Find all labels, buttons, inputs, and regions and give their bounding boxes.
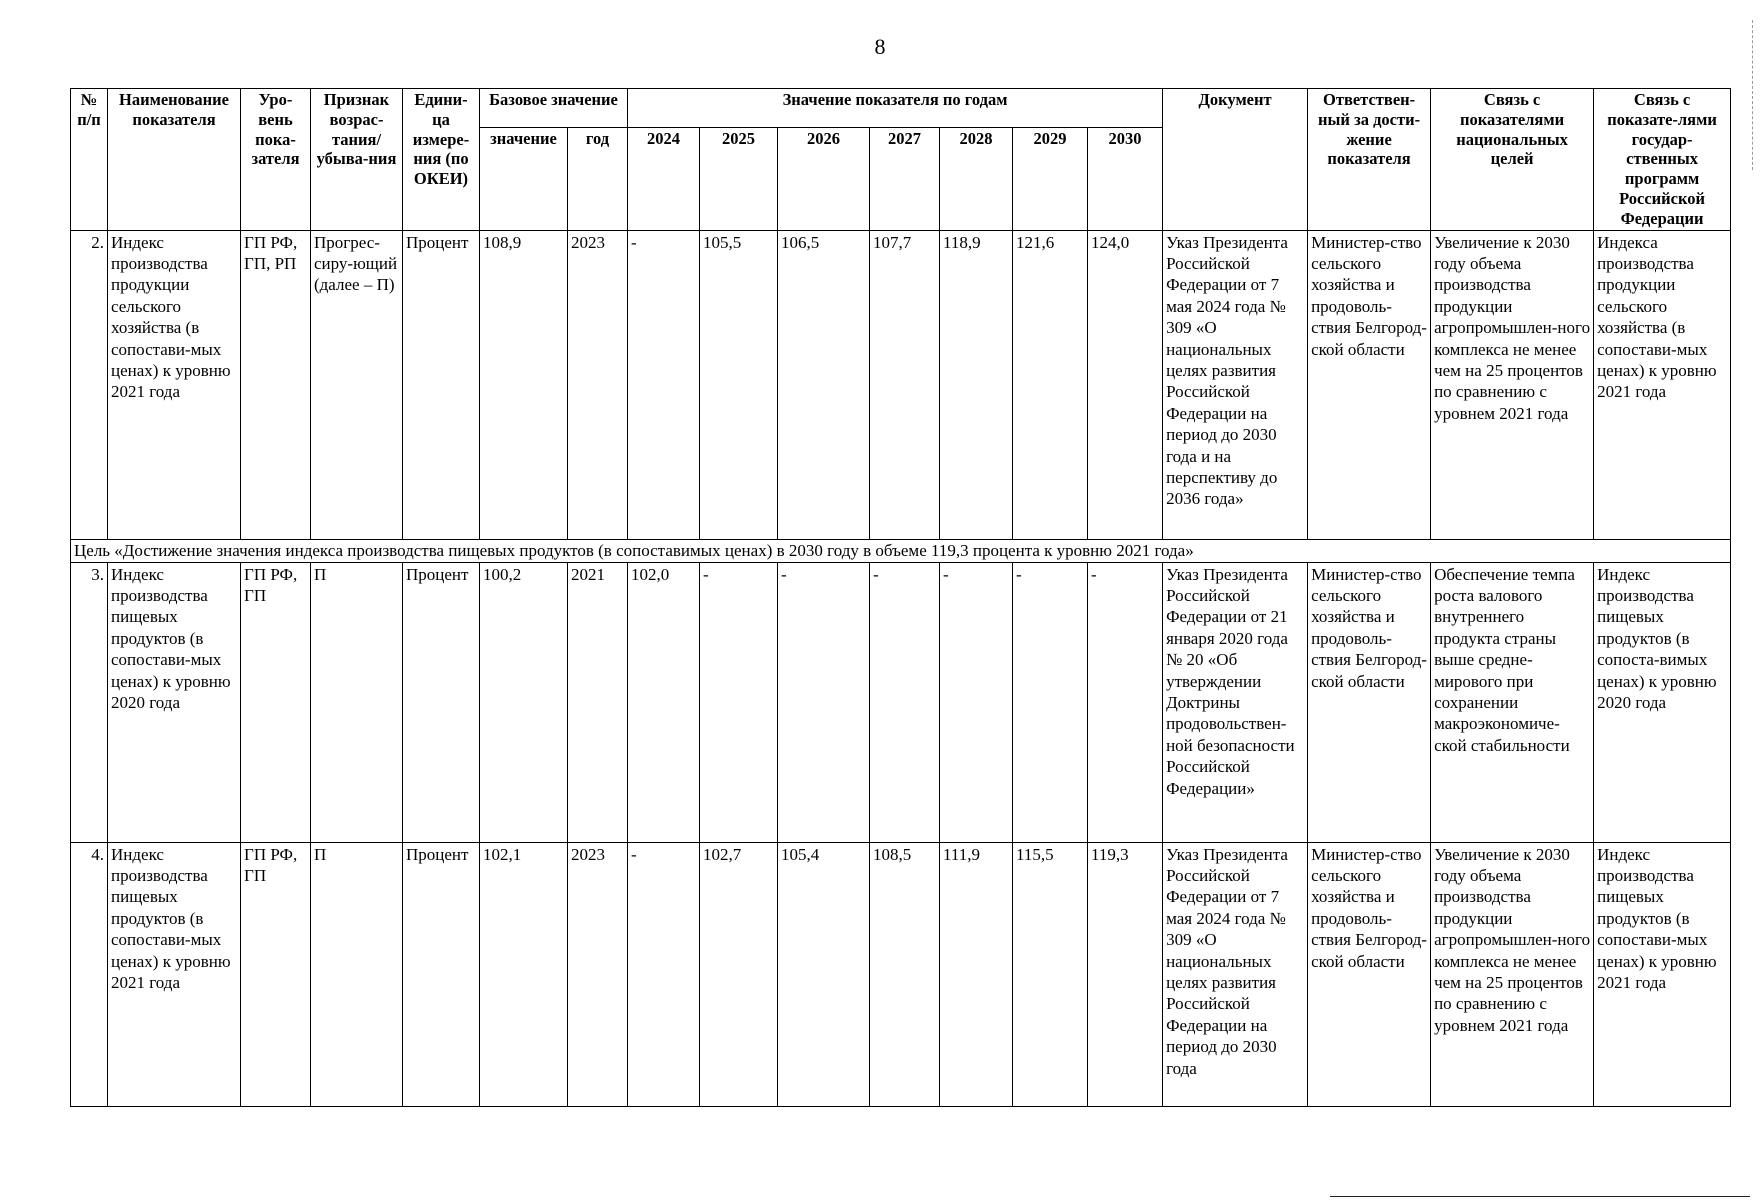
header-row-1 bbox=[71, 89, 1731, 128]
national-goal-link: Обеспечение темпа роста валового внутреннего продукта страны выше средне-мирового при сохранении макроэкономиче-ской стабильности bbox=[1431, 562, 1594, 842]
indicator-unit: Процент bbox=[403, 230, 480, 539]
header-name: Наименование показателя bbox=[108, 89, 241, 231]
header-year-2028: 2028 bbox=[940, 128, 1013, 230]
header-level: Уро-вень пока-зателя bbox=[241, 89, 311, 231]
footer-rule bbox=[1330, 1196, 1750, 1197]
table-row bbox=[71, 230, 1731, 539]
source-document: Указ Президента Российской Федерации от 7 мая 2024 года № 309 «О национальных целях развития Российской Федерации на период до 2030 года bbox=[1163, 842, 1308, 1106]
header-base-value: значение bbox=[480, 128, 568, 230]
value-2024: 102,0 bbox=[628, 562, 700, 842]
state-program-link: Индекса производства продукции сельского хозяйства (в сопостави-мых ценах) к уровню 2021 года bbox=[1594, 230, 1731, 539]
row-number: 4. bbox=[71, 842, 108, 1106]
header-year-2024: 2024 bbox=[628, 128, 700, 230]
value-2029: 115,5 bbox=[1013, 842, 1088, 1106]
table-row bbox=[71, 842, 1731, 1106]
value-2030: 124,0 bbox=[1088, 230, 1163, 539]
base-value: 102,1 bbox=[480, 842, 568, 1106]
header-year-2029: 2029 bbox=[1013, 128, 1088, 230]
source-document: Указ Президента Российской Федерации от 7 мая 2024 года № 309 «О национальных целях развития Российской Федерации на период до 2030 года и на перспективу до 2036 года» bbox=[1163, 230, 1308, 539]
goal-text: Цель «Достижение значения индекса производства пищевых продуктов (в сопоставимых ценах) в 2030 году в объеме 119,3 процента к уровню 2021 года» bbox=[71, 539, 1731, 562]
header-year-2026: 2026 bbox=[778, 128, 870, 230]
header-base-year: год bbox=[568, 128, 628, 230]
responsible-body: Министер-ство сельского хозяйства и продоволь-ствия Белгород-ской области bbox=[1308, 230, 1431, 539]
header-year-2027: 2027 bbox=[870, 128, 940, 230]
value-2024: - bbox=[628, 842, 700, 1106]
value-2028: 111,9 bbox=[940, 842, 1013, 1106]
base-year: 2023 bbox=[568, 842, 628, 1106]
value-2027: 107,7 bbox=[870, 230, 940, 539]
value-2029: - bbox=[1013, 562, 1088, 842]
national-goal-link: Увеличение к 2030 году объема производства продукции агропромышлен-ного комплекса не менее чем на 25 процентов по сравнению с уровнем 2021 года bbox=[1431, 230, 1594, 539]
source-document: Указ Президента Российской Федерации от 21 января 2020 года № 20 «Об утверждении Доктрины продовольствен-ной безопасности Российской Федерации» bbox=[1163, 562, 1308, 842]
header-years: Значение показателя по годам bbox=[628, 89, 1163, 128]
indicator-trend: Прогрес-сиру-ющий (далее – П) bbox=[311, 230, 403, 539]
indicator-table bbox=[70, 88, 1731, 1107]
indicator-level: ГП РФ, ГП bbox=[241, 562, 311, 842]
indicator-unit: Процент bbox=[403, 562, 480, 842]
value-2030: - bbox=[1088, 562, 1163, 842]
national-goal-link: Увеличение к 2030 году объема производства продукции агропромышлен-ного комплекса не менее чем на 25 процентов по сравнению с уровнем 2021 года bbox=[1431, 842, 1594, 1106]
value-2028: - bbox=[940, 562, 1013, 842]
value-2025: 102,7 bbox=[700, 842, 778, 1106]
value-2025: 105,5 bbox=[700, 230, 778, 539]
indicator-table-sheet bbox=[70, 88, 1730, 1107]
value-2029: 121,6 bbox=[1013, 230, 1088, 539]
row-number: 2. bbox=[71, 230, 108, 539]
goal-row bbox=[71, 539, 1731, 562]
value-2026: - bbox=[778, 562, 870, 842]
value-2026: 106,5 bbox=[778, 230, 870, 539]
indicator-name: Индекс производства пищевых продуктов (в сопостави-мых ценах) к уровню 2021 года bbox=[108, 842, 241, 1106]
value-2028: 118,9 bbox=[940, 230, 1013, 539]
base-value: 108,9 bbox=[480, 230, 568, 539]
state-program-link: Индекс производства пищевых продуктов (в сопоста-вимых ценах) к уровню 2020 года bbox=[1594, 562, 1731, 842]
header-trend: Признак возрас-тания/ убыва-ния bbox=[311, 89, 403, 231]
value-2024: - bbox=[628, 230, 700, 539]
header-national-goals: Связь с показателями национальных целей bbox=[1431, 89, 1594, 231]
header-unit: Едини-ца измере-ния (по ОКЕИ) bbox=[403, 89, 480, 231]
responsible-body: Министер-ство сельского хозяйства и продоволь-ствия Белгород-ской области bbox=[1308, 562, 1431, 842]
value-2025: - bbox=[700, 562, 778, 842]
base-year: 2021 bbox=[568, 562, 628, 842]
base-value: 100,2 bbox=[480, 562, 568, 842]
indicator-level: ГП РФ, ГП, РП bbox=[241, 230, 311, 539]
scan-edge-mark bbox=[1752, 20, 1754, 170]
table-row bbox=[71, 562, 1731, 842]
header-base: Базовое значение bbox=[480, 89, 628, 128]
indicator-trend: П bbox=[311, 562, 403, 842]
header-year-2025: 2025 bbox=[700, 128, 778, 230]
header-state-programs: Связь с показате-лями государ-ственных программ Российской Федерации bbox=[1594, 89, 1731, 231]
value-2027: - bbox=[870, 562, 940, 842]
header-year-2030: 2030 bbox=[1088, 128, 1163, 230]
indicator-name: Индекс производства пищевых продуктов (в сопостави-мых ценах) к уровню 2020 года bbox=[108, 562, 241, 842]
indicator-unit: Процент bbox=[403, 842, 480, 1106]
value-2026: 105,4 bbox=[778, 842, 870, 1106]
value-2030: 119,3 bbox=[1088, 842, 1163, 1106]
indicator-name: Индекс производства продукции сельского хозяйства (в сопостави-мых ценах) к уровню 2021 года bbox=[108, 230, 241, 539]
base-year: 2023 bbox=[568, 230, 628, 539]
responsible-body: Министер-ство сельского хозяйства и продоволь-ствия Белгород-ской области bbox=[1308, 842, 1431, 1106]
header-document: Документ bbox=[1163, 89, 1308, 231]
indicator-trend: П bbox=[311, 842, 403, 1106]
header-responsible: Ответствен-ный за дости-жение показателя bbox=[1308, 89, 1431, 231]
header-num: № п/п bbox=[71, 89, 108, 231]
indicator-level: ГП РФ, ГП bbox=[241, 842, 311, 1106]
row-number: 3. bbox=[71, 562, 108, 842]
value-2027: 108,5 bbox=[870, 842, 940, 1106]
page-number: 8 bbox=[874, 34, 886, 59]
state-program-link: Индекс производства пищевых продуктов (в сопостави-мых ценах) к уровню 2021 года bbox=[1594, 842, 1731, 1106]
